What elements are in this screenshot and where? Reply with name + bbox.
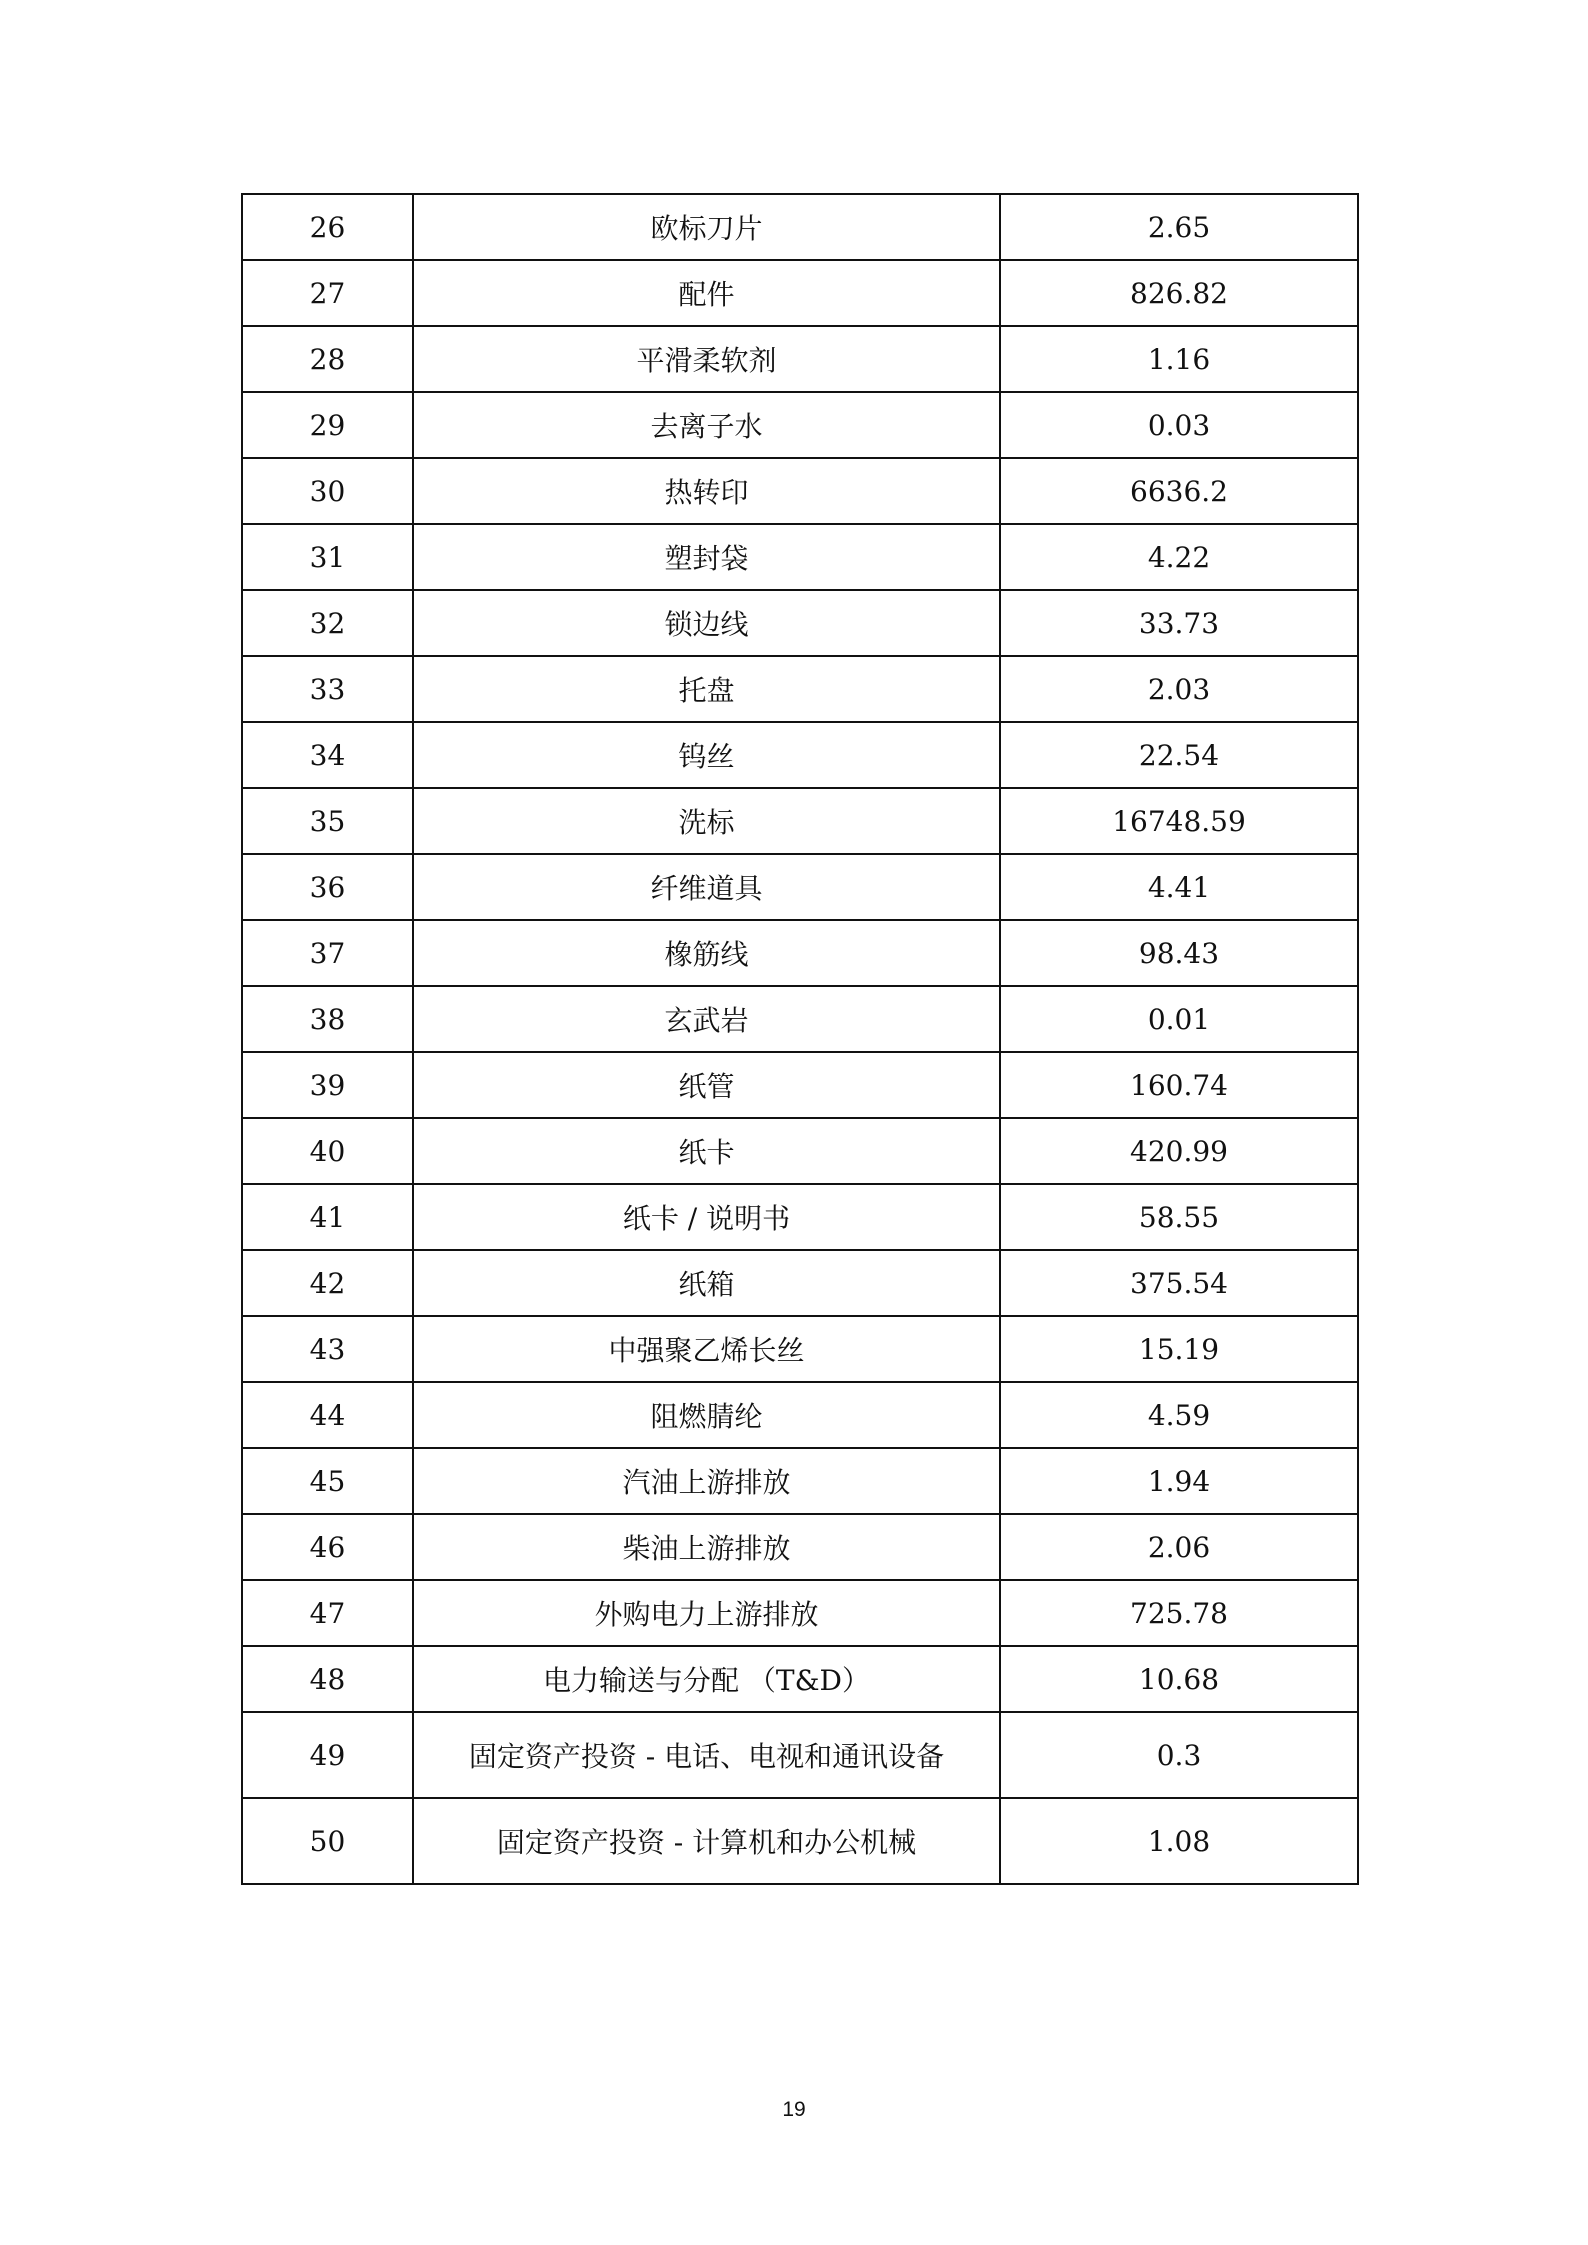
table-row [242, 1646, 1358, 1712]
row-number-cell: 44 [242, 1382, 413, 1448]
value-cell: 2.03 [1000, 656, 1358, 722]
row-number-cell: 30 [242, 458, 413, 524]
item-name-cell: 洗标 [413, 788, 1000, 854]
table-row [242, 1712, 1358, 1798]
row-number-cell: 43 [242, 1316, 413, 1382]
value-cell: 1.08 [1000, 1798, 1358, 1884]
row-number-cell: 28 [242, 326, 413, 392]
item-name-cell: 锁边线 [413, 590, 1000, 656]
value-cell: 826.82 [1000, 260, 1358, 326]
value-cell: 22.54 [1000, 722, 1358, 788]
item-name-cell: 塑封袋 [413, 524, 1000, 590]
row-number-cell: 33 [242, 656, 413, 722]
value-cell: 15.19 [1000, 1316, 1358, 1382]
row-number-cell: 47 [242, 1580, 413, 1646]
row-number-cell: 48 [242, 1646, 413, 1712]
row-number-cell: 41 [242, 1184, 413, 1250]
item-name-cell: 平滑柔软剂 [413, 326, 1000, 392]
table-row [242, 326, 1358, 392]
value-cell: 2.65 [1000, 194, 1358, 260]
table-row [242, 458, 1358, 524]
table-row [242, 1250, 1358, 1316]
table-row [242, 392, 1358, 458]
item-name-cell: 去离子水 [413, 392, 1000, 458]
item-name-cell: 中强聚乙烯长丝 [413, 1316, 1000, 1382]
value-cell: 4.22 [1000, 524, 1358, 590]
row-number-cell: 50 [242, 1798, 413, 1884]
table-row [242, 788, 1358, 854]
value-cell: 160.74 [1000, 1052, 1358, 1118]
item-name-cell: 汽油上游排放 [413, 1448, 1000, 1514]
table-row [242, 1448, 1358, 1514]
row-number-cell: 49 [242, 1712, 413, 1798]
table-body [242, 194, 1358, 1884]
row-number-cell: 46 [242, 1514, 413, 1580]
value-cell: 0.01 [1000, 986, 1358, 1052]
row-number-cell: 38 [242, 986, 413, 1052]
page-number: 19 [782, 2098, 806, 2121]
table-row [242, 1580, 1358, 1646]
item-name-cell: 托盘 [413, 656, 1000, 722]
table-row [242, 656, 1358, 722]
value-cell: 2.06 [1000, 1514, 1358, 1580]
table-row [242, 1798, 1358, 1884]
item-name-cell: 柴油上游排放 [413, 1514, 1000, 1580]
item-name-cell: 热转印 [413, 458, 1000, 524]
item-name-cell: 纸卡 / 说明书 [413, 1184, 1000, 1250]
value-cell: 0.3 [1000, 1712, 1358, 1798]
table-row [242, 1118, 1358, 1184]
item-name-cell: 纤维道具 [413, 854, 1000, 920]
row-number-cell: 42 [242, 1250, 413, 1316]
item-name-cell: 配件 [413, 260, 1000, 326]
row-number-cell: 45 [242, 1448, 413, 1514]
item-name-cell: 固定资产投资 - 计算机和办公机械 [413, 1798, 1000, 1884]
table-row [242, 590, 1358, 656]
row-number-cell: 32 [242, 590, 413, 656]
item-name-cell: 外购电力上游排放 [413, 1580, 1000, 1646]
value-cell: 0.03 [1000, 392, 1358, 458]
table-row [242, 1316, 1358, 1382]
table-row [242, 1184, 1358, 1250]
item-name-cell: 纸箱 [413, 1250, 1000, 1316]
row-number-cell: 40 [242, 1118, 413, 1184]
value-cell: 4.59 [1000, 1382, 1358, 1448]
table-row [242, 986, 1358, 1052]
row-number-cell: 26 [242, 194, 413, 260]
table-row [242, 920, 1358, 986]
table-row [242, 1382, 1358, 1448]
item-name-cell: 电力输送与分配 （T&D） [413, 1646, 1000, 1712]
value-cell: 6636.2 [1000, 458, 1358, 524]
table-row [242, 260, 1358, 326]
value-cell: 1.16 [1000, 326, 1358, 392]
value-cell: 725.78 [1000, 1580, 1358, 1646]
value-cell: 4.41 [1000, 854, 1358, 920]
table-row [242, 1514, 1358, 1580]
row-number-cell: 31 [242, 524, 413, 590]
table-row [242, 524, 1358, 590]
item-name-cell: 纸卡 [413, 1118, 1000, 1184]
value-cell: 420.99 [1000, 1118, 1358, 1184]
row-number-cell: 36 [242, 854, 413, 920]
item-name-cell: 玄武岩 [413, 986, 1000, 1052]
row-number-cell: 29 [242, 392, 413, 458]
value-cell: 98.43 [1000, 920, 1358, 986]
row-number-cell: 34 [242, 722, 413, 788]
value-cell: 10.68 [1000, 1646, 1358, 1712]
value-cell: 16748.59 [1000, 788, 1358, 854]
table-row [242, 854, 1358, 920]
table-row [242, 1052, 1358, 1118]
item-name-cell: 纸管 [413, 1052, 1000, 1118]
value-cell: 1.94 [1000, 1448, 1358, 1514]
row-number-cell: 39 [242, 1052, 413, 1118]
item-name-cell: 欧标刀片 [413, 194, 1000, 260]
row-number-cell: 35 [242, 788, 413, 854]
row-number-cell: 37 [242, 920, 413, 986]
item-name-cell: 阻燃腈纶 [413, 1382, 1000, 1448]
value-cell: 33.73 [1000, 590, 1358, 656]
table-row [242, 194, 1358, 260]
item-name-cell: 固定资产投资 - 电话、电视和通讯设备 [413, 1712, 1000, 1798]
value-cell: 58.55 [1000, 1184, 1358, 1250]
emissions-table [241, 193, 1359, 1885]
row-number-cell: 27 [242, 260, 413, 326]
item-name-cell: 橡筋线 [413, 920, 1000, 986]
table-row [242, 722, 1358, 788]
item-name-cell: 钨丝 [413, 722, 1000, 788]
value-cell: 375.54 [1000, 1250, 1358, 1316]
